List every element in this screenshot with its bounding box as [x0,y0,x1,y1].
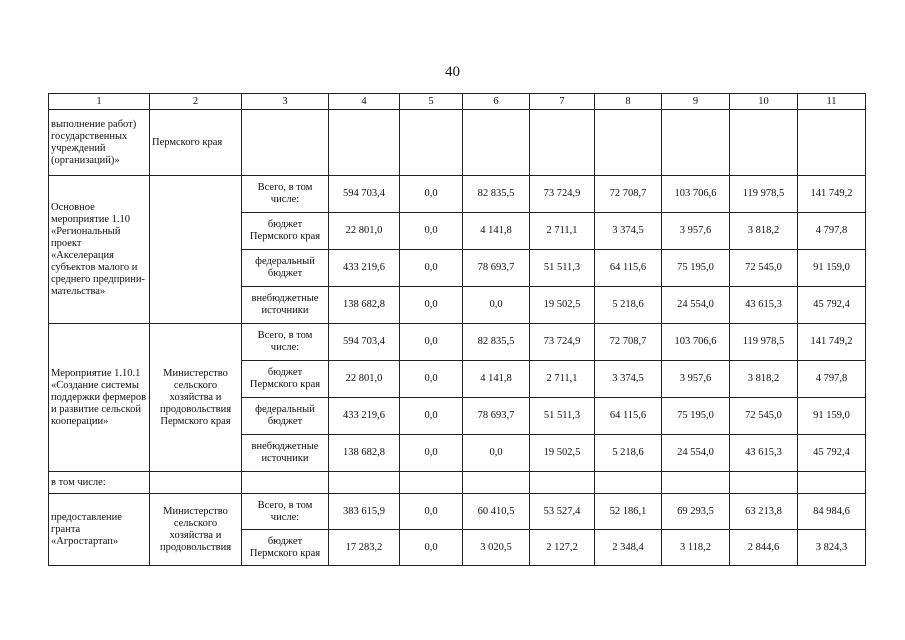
table-row [49,324,866,361]
column-number-header: 7 [530,94,595,110]
column-number-header: 9 [662,94,730,110]
empty-cell [400,472,463,494]
funding-source-cell: Всего, в том числе: [242,176,329,213]
value-cell: 2 348,4 [595,530,662,566]
value-cell: 69 293,5 [662,494,730,530]
value-cell: 0,0 [463,435,530,472]
value-cell: 4 141,8 [463,361,530,398]
empty-cell [798,472,866,494]
value-cell: 72 708,7 [595,324,662,361]
header-row [49,94,866,110]
value-cell: 2 711,1 [530,213,595,250]
empty-cell [730,110,798,176]
value-cell: 24 554,0 [662,287,730,324]
value-cell: 2 711,1 [530,361,595,398]
table-row [49,472,866,494]
value-cell: 0,0 [400,176,463,213]
value-cell: 51 511,3 [530,250,595,287]
value-cell: 24 554,0 [662,435,730,472]
measure-name-cell: предоставление гранта «Агростартап» [49,494,150,566]
value-cell: 78 693,7 [463,250,530,287]
column-number-header: 3 [242,94,329,110]
empty-cell [595,110,662,176]
value-cell: 72 545,0 [730,250,798,287]
value-cell: 43 615,3 [730,435,798,472]
value-cell: 0,0 [400,287,463,324]
value-cell: 72 708,7 [595,176,662,213]
value-cell: 45 792,4 [798,435,866,472]
value-cell: 64 115,6 [595,398,662,435]
value-cell: 52 186,1 [595,494,662,530]
value-cell: 3 818,2 [730,361,798,398]
value-cell: 75 195,0 [662,398,730,435]
value-cell: 43 615,3 [730,287,798,324]
funding-source-cell: внебюджетные источники [242,435,329,472]
column-number-header: 1 [49,94,150,110]
value-cell: 91 159,0 [798,398,866,435]
value-cell: 63 213,8 [730,494,798,530]
funding-source-cell: бюджет Пермского края [242,361,329,398]
value-cell: 82 835,5 [463,176,530,213]
executor-cell: Министерство сельского хозяйства и продовольствия [150,494,242,566]
value-cell: 3 818,2 [730,213,798,250]
funding-source-cell: бюджет Пермского края [242,530,329,566]
empty-cell [150,472,242,494]
value-cell: 4 141,8 [463,213,530,250]
value-cell: 594 703,4 [329,176,400,213]
value-cell: 19 502,5 [530,287,595,324]
value-cell: 141 749,2 [798,324,866,361]
empty-cell [242,472,329,494]
funding-source-cell: федеральный бюджет [242,250,329,287]
empty-cell [662,110,730,176]
value-cell: 119 978,5 [730,324,798,361]
table-row [49,176,866,213]
executor-cell: Пермского края [150,110,242,176]
value-cell: 64 115,6 [595,250,662,287]
value-cell: 91 159,0 [798,250,866,287]
funding-source-cell: Всего, в том числе: [242,324,329,361]
value-cell: 383 615,9 [329,494,400,530]
table-row [49,494,866,530]
column-number-header: 6 [463,94,530,110]
value-cell: 0,0 [400,361,463,398]
value-cell: 138 682,8 [329,435,400,472]
value-cell: 3 118,2 [662,530,730,566]
empty-cell [662,472,730,494]
value-cell: 73 724,9 [530,176,595,213]
value-cell: 103 706,6 [662,176,730,213]
value-cell: 60 410,5 [463,494,530,530]
value-cell: 3 374,5 [595,361,662,398]
value-cell: 0,0 [400,435,463,472]
value-cell: 5 218,6 [595,435,662,472]
column-number-header: 4 [329,94,400,110]
column-number-header: 2 [150,94,242,110]
page-number: 40 [445,64,460,80]
value-cell: 17 283,2 [329,530,400,566]
value-cell: 82 835,5 [463,324,530,361]
value-cell: 19 502,5 [530,435,595,472]
value-cell: 138 682,8 [329,287,400,324]
executor-cell: Министерство сельского хозяйства и продовольствия Пермского края [150,324,242,472]
value-cell: 45 792,4 [798,287,866,324]
value-cell: 3 824,3 [798,530,866,566]
empty-cell [463,472,530,494]
value-cell: 3 957,6 [662,213,730,250]
financing-table [48,93,866,566]
value-cell: 73 724,9 [530,324,595,361]
value-cell: 22 801,0 [329,361,400,398]
measure-name-cell: Основное мероприятие 1.10 «Региональный проект «Акселерация субъектов малого и среднего предприни-мательства» [49,176,150,324]
value-cell: 0,0 [400,494,463,530]
value-cell: 103 706,6 [662,324,730,361]
empty-cell [242,110,329,176]
column-number-header: 10 [730,94,798,110]
value-cell: 0,0 [400,398,463,435]
funding-source-cell: Всего, в том числе: [242,494,329,530]
value-cell: 78 693,7 [463,398,530,435]
value-cell: 75 195,0 [662,250,730,287]
value-cell: 5 218,6 [595,287,662,324]
value-cell: 22 801,0 [329,213,400,250]
value-cell: 2 127,2 [530,530,595,566]
empty-cell [329,110,400,176]
funding-source-cell: внебюджетные источники [242,287,329,324]
value-cell: 3 957,6 [662,361,730,398]
empty-cell [530,472,595,494]
empty-cell [595,472,662,494]
value-cell: 3 020,5 [463,530,530,566]
empty-cell [798,110,866,176]
empty-cell [730,472,798,494]
column-number-header: 5 [400,94,463,110]
value-cell: 433 219,6 [329,250,400,287]
value-cell: 0,0 [400,250,463,287]
value-cell: 3 374,5 [595,213,662,250]
measure-name-cell: Мероприятие 1.10.1 «Создание системы поддержки фермеров и развитие сельской кооперации» [49,324,150,472]
value-cell: 84 984,6 [798,494,866,530]
value-cell: 53 527,4 [530,494,595,530]
value-cell: 51 511,3 [530,398,595,435]
value-cell: 433 219,6 [329,398,400,435]
value-cell: 594 703,4 [329,324,400,361]
value-cell: 4 797,8 [798,213,866,250]
funding-source-cell: федеральный бюджет [242,398,329,435]
empty-cell [530,110,595,176]
empty-cell [463,110,530,176]
measure-name-cell: выполнение работ) государственных учреждений (организаций)» [49,110,150,176]
value-cell: 2 844,6 [730,530,798,566]
value-cell: 0,0 [400,213,463,250]
value-cell: 0,0 [463,287,530,324]
value-cell: 0,0 [400,324,463,361]
column-number-header: 11 [798,94,866,110]
column-number-header: 8 [595,94,662,110]
empty-cell [329,472,400,494]
value-cell: 4 797,8 [798,361,866,398]
value-cell: 72 545,0 [730,398,798,435]
funding-source-cell: бюджет Пермского края [242,213,329,250]
value-cell: 119 978,5 [730,176,798,213]
in-total-label: в том числе: [49,472,150,494]
table-row [49,110,866,176]
value-cell: 141 749,2 [798,176,866,213]
value-cell: 0,0 [400,530,463,566]
executor-cell [150,176,242,324]
empty-cell [400,110,463,176]
